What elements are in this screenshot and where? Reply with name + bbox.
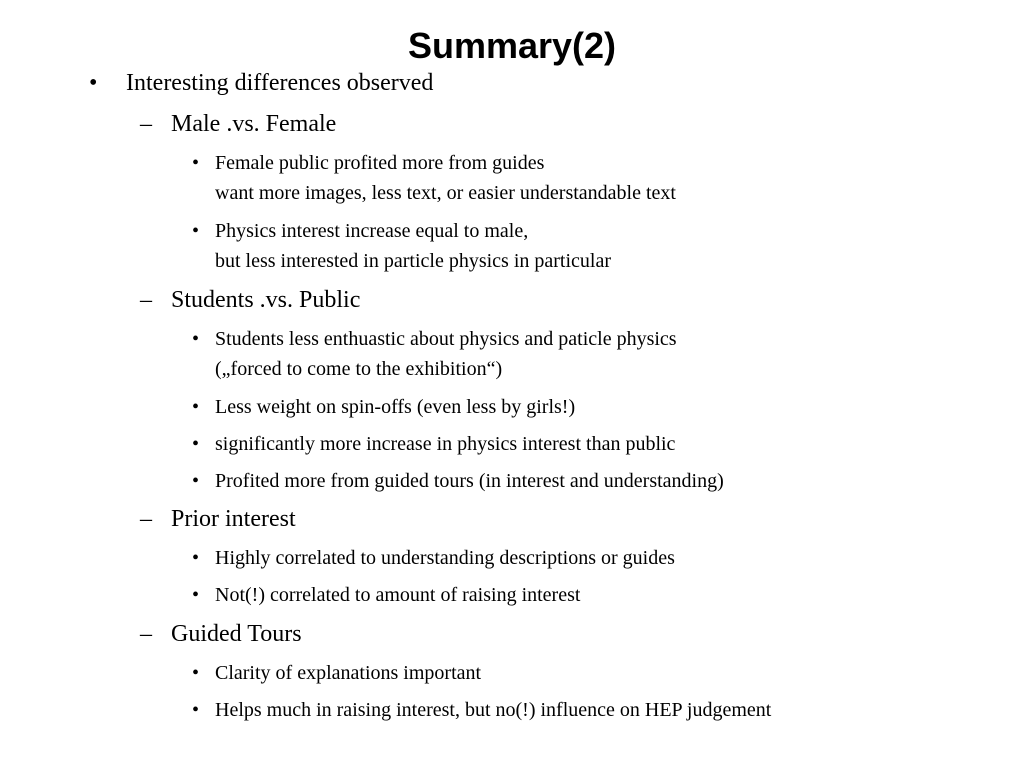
bullet-icon: • [192,396,200,418]
list-item-line: Highly correlated to understanding descriptions or guides [215,547,675,569]
bullet-icon: • [192,152,200,174]
bullet-icon: • [89,70,98,96]
list-item-line: Profited more from guided tours (in interest and understanding) [215,470,724,492]
bullet-icon: • [192,547,200,569]
dash-icon: – [140,287,152,313]
list-item-line: Not(!) correlated to amount of raising interest [215,584,581,606]
list-item-line: but less interested in particle physics in particular [215,250,611,272]
list-item-text [215,580,580,610]
list-item-text [215,466,724,496]
list-item-line: Female public profited more from guides [215,152,545,174]
bullet-icon: • [192,699,200,721]
list-item-line: („forced to come to the exhibition“) [215,358,503,380]
bullet-icon: • [192,433,200,455]
list-item-text [215,148,676,208]
subheading-text: Prior interest [171,506,296,532]
list-item-line: Less weight on spin-offs (even less by girls!) [215,396,576,418]
bullet-icon: • [192,662,200,684]
list-item-line: Students less enthuastic about physics and paticle physics [215,328,677,350]
list-item-text [215,216,611,276]
subheading-text: Male .vs. Female [171,111,337,137]
list-item-text [215,429,675,459]
bullet-icon: • [192,584,200,606]
list-item-text [215,324,677,384]
slide-title: Summary(2) [407,25,617,66]
dash-icon: – [140,111,152,137]
list-item-text [215,392,575,422]
bullet-text: Interesting differences observed [126,70,434,96]
dash-icon: – [140,621,152,647]
list-item-text [215,695,771,725]
list-item-line: Physics interest increase equal to male, [215,220,529,242]
list-item-line: Clarity of explanations important [215,662,482,684]
list-item-line: significantly more increase in physics interest than public [215,433,676,455]
dash-icon: – [140,506,152,532]
bullet-icon: • [192,220,200,242]
subheading-text: Guided Tours [171,621,302,647]
bullet-icon: • [192,470,200,492]
list-item-text [215,658,481,688]
list-item-line: want more images, less text, or easier understandable text [215,182,676,204]
list-item-line: Helps much in raising interest, but no(!) influence on HEP judgement [215,699,772,721]
list-item-text [215,543,675,573]
bullet-icon: • [192,328,200,350]
subheading-text: Students .vs. Public [171,287,361,313]
